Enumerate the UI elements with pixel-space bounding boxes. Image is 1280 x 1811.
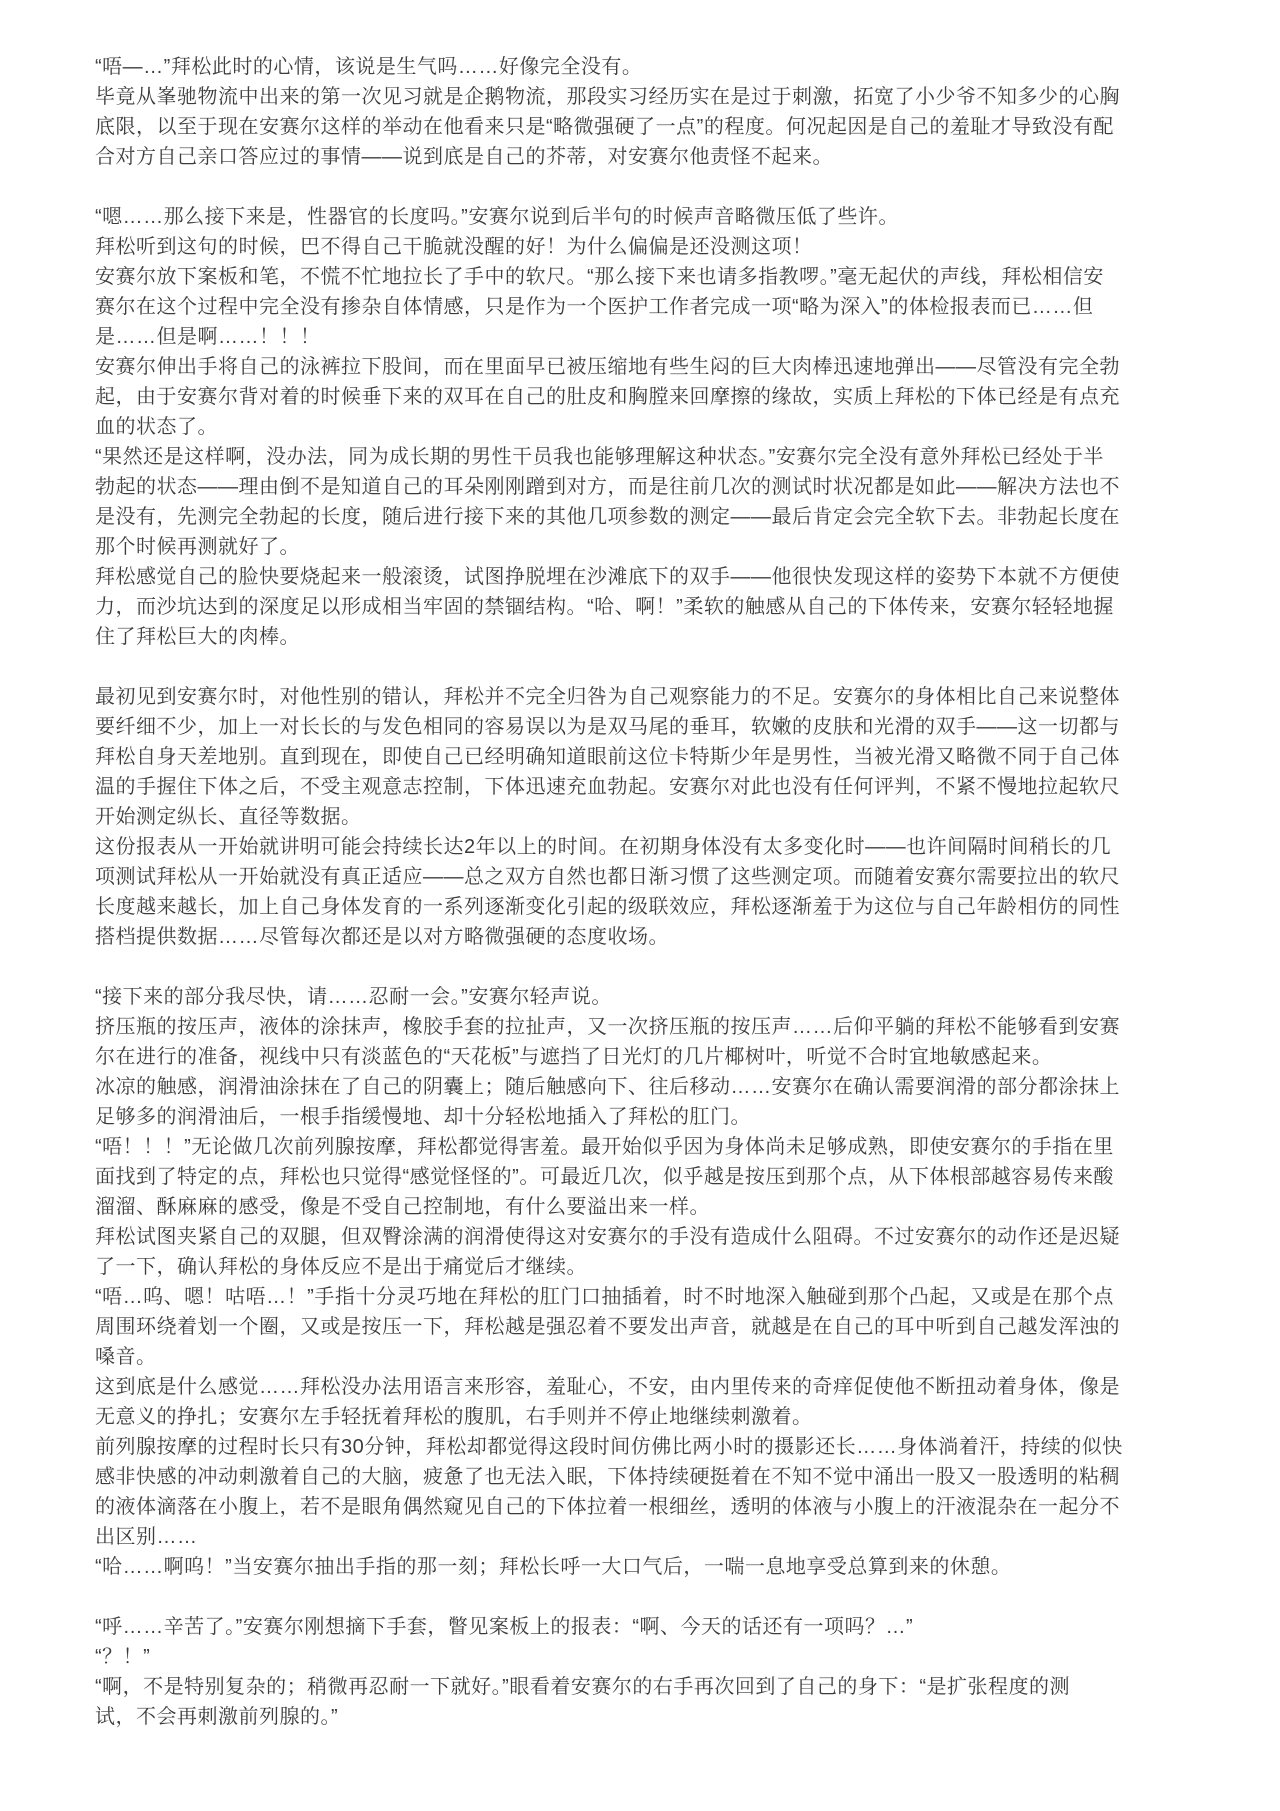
text-line: 血的状态了。	[95, 416, 218, 438]
text-line: 底限，以至于现在安赛尔这样的举动在他看来只是“略微强硬了一点”的程度。何况起因是自己的羞耻才导致没有配	[95, 116, 1114, 138]
text-line: 毕竟从峯驰物流中出来的第一次见习就是企鹅物流，那段实习经历实在是过于刺激，拓宽了小少爷不知多少的心胸	[95, 86, 1120, 108]
text-line: “唔！！！”无论做几次前列腺按摩，拜松都觉得害羞。最开始似乎因为身体尚未足够成熟，即使安赛尔的手指在里	[95, 1136, 1114, 1158]
text-line: 出区别……	[95, 1526, 198, 1548]
blank-line	[95, 1582, 1190, 1612]
text-line: 是没有，先测完全勃起的长度，随后进行接下来的其他几项参数的测定——最后肯定会完全软下去。非勃起长度在	[95, 506, 1120, 528]
text-line: 无意义的挣扎；安赛尔左手轻抚着拜松的腹肌，右手则并不停止地继续刺激着。	[95, 1406, 813, 1428]
text-line: 赛尔在这个过程中完全没有掺杂自体情感，只是作为一个医护工作者完成一项“略为深入”的体检报表而已……但	[95, 296, 1094, 318]
text-line: 尔在进行的准备，视线中只有淡蓝色的“天花板”与遮挡了日光灯的几片椰树叶，听觉不合时宜地敏感起来。	[95, 1046, 1053, 1068]
text-line: 是……但是啊……！！！	[95, 326, 321, 348]
text-line: 冰凉的触感，润滑油涂抹在了自己的阴囊上；随后触感向下、往后移动……安赛尔在确认需要润滑的部分都涂抹上	[95, 1076, 1120, 1098]
blank-line	[95, 172, 1190, 202]
text-line: “接下来的部分我尽快，请……忍耐一会。”安赛尔轻声说。	[95, 986, 612, 1008]
text-line: “果然还是这样啊，没办法，同为成长期的男性干员我也能够理解这种状态。”安赛尔完全没有意外拜松已经处于半	[95, 446, 1104, 468]
text-line: 要纤细不少，加上一对长长的与发色相同的容易误以为是双马尾的垂耳，软嫩的皮肤和光滑的双手——这一切都与	[95, 716, 1120, 738]
text-line: 足够多的润滑油后，一根手指缓慢地、却十分轻松地插入了拜松的肛门。	[95, 1106, 751, 1128]
text-line: 那个时候再测就好了。	[95, 536, 300, 558]
text-line: 拜松试图夹紧自己的双腿，但双臀涂满的润滑使得这对安赛尔的手没有造成什么阻碍。不过安赛尔的动作还是迟疑	[95, 1226, 1120, 1248]
text-content	[95, 52, 1190, 1732]
text-line: 这到底是什么感觉……拜松没办法用语言来形容，羞耻心，不安，由内里传来的奇痒促使他不断扭动着身体，像是	[95, 1376, 1120, 1398]
text-line: 拜松自身天差地别。直到现在，即使自己已经明确知道眼前这位卡特斯少年是男性，当被光滑又略微不同于自己体	[95, 746, 1120, 768]
text-line: 勃起的状态——理由倒不是知道自己的耳朵刚刚蹭到对方，而是往前几次的测试时状况都是如此——解决方法也不	[95, 476, 1120, 498]
text-line: “？！”	[95, 1646, 151, 1668]
text-line: 开始测定纵长、直径等数据。	[95, 806, 362, 828]
text-line: “唔—…”拜松此时的心情，该说是生气吗……好像完全没有。	[95, 56, 643, 78]
text-line: 这份报表从一开始就讲明可能会持续长达2年以上的时间。在初期身体没有太多变化时——也许间隔时间稍长的几	[95, 836, 1112, 858]
text-line: 住了拜松巨大的肉棒。	[95, 626, 300, 648]
text-line: 温的手握住下体之后，不受主观意志控制，下体迅速充血勃起。安赛尔对此也没有任何评判，不紧不慢地拉起软尺	[95, 776, 1120, 798]
text-line: 力，而沙坑达到的深度足以形成相当牢固的禁锢结构。“哈、啊！”柔软的触感从自己的下体传来，安赛尔轻轻地握	[95, 596, 1114, 618]
blank-line	[95, 952, 1190, 982]
text-line: 了一下，确认拜松的身体反应不是出于痛觉后才继续。	[95, 1256, 587, 1278]
text-line: 感非快感的冲动刺激着自己的大脑，疲惫了也无法入眠，下体持续硬挺着在不知不觉中涌出一股又一股透明的粘稠	[95, 1466, 1120, 1488]
text-line: 前列腺按摩的过程时长只有30分钟，拜松却都觉得这段时间仿佛比两小时的摄影还长……身体淌着汗，持续的似快	[95, 1436, 1123, 1458]
text-line: “啊，不是特别复杂的；稍微再忍耐一下就好。”眼看着安赛尔的右手再次回到了自己的身下：“是扩张程度的测	[95, 1676, 1070, 1698]
text-line: “嗯……那么接下来是，性器官的长度吗。”安赛尔说到后半句的时候声音略微压低了些许。	[95, 206, 899, 228]
text-line: 周围环绕着划一个圈，又或是按压一下，拜松越是强忍着不要发出声音，就越是在自己的耳中听到自己越发浑浊的	[95, 1316, 1120, 1338]
text-line: 合对方自己亲口答应过的事情——说到底是自己的芥蒂，对安赛尔他责怪不起来。	[95, 146, 833, 168]
text-line: 项测试拜松从一开始就没有真正适应——总之双方自然也都日渐习惯了这些测定项。而随着安赛尔需要拉出的软尺	[95, 866, 1120, 888]
text-line: “哈……啊呜！”当安赛尔抽出手指的那一刻；拜松长呼一大口气后，一喘一息地享受总算到来的休憩。	[95, 1556, 1012, 1578]
text-line: 安赛尔伸出手将自己的泳裤拉下股间，而在里面早已被压缩地有些生闷的巨大肉棒迅速地弹出——尽管没有完全勃	[95, 356, 1120, 378]
text-line: “唔…呜、嗯！咕唔…！”手指十分灵巧地在拜松的肛门口抽插着，时不时地深入触碰到那个凸起，又或是在那个点	[95, 1286, 1114, 1308]
text-line: 起，由于安赛尔背对着的时候垂下来的双耳在自己的肚皮和胸膛来回摩擦的缘故，实质上拜松的下体已经是有点充	[95, 386, 1120, 408]
text-line: 安赛尔放下案板和笔，不慌不忙地拉长了手中的软尺。“那么接下来也请多指教啰。”毫无起伏的声线，拜松相信安	[95, 266, 1104, 288]
text-line: 搭档提供数据……尽管每次都还是以对方略微强硬的态度收场。	[95, 926, 669, 948]
text-line: 拜松听到这句的时候，巴不得自己干脆就没醒的好！为什么偏偏是还没测这项！	[95, 236, 813, 258]
text-line: 面找到了特定的点，拜松也只觉得“感觉怪怪的”。可最近几次，似乎越是按压到那个点，从下体根部越容易传来酸	[95, 1166, 1114, 1188]
text-line: 拜松感觉自己的脸快要烧起来一般滚烫，试图挣脱埋在沙滩底下的双手——他很快发现这样的姿势下本就不方便使	[95, 566, 1120, 588]
text-line: 最初见到安赛尔时，对他性别的错认，拜松并不完全归咎为自己观察能力的不足。安赛尔的身体相比自己来说整体	[95, 686, 1120, 708]
text-line: 嗓音。	[95, 1346, 157, 1368]
text-line: 试，不会再刺激前列腺的。”	[95, 1706, 339, 1728]
text-line: 长度越来越长，加上自己身体发育的一系列逐渐变化引起的级联效应，拜松逐渐羞于为这位与自己年龄相仿的同性	[95, 896, 1120, 918]
blank-line	[95, 652, 1190, 682]
text-line: 溜溜、酥麻麻的感受，像是不受自己控制地，有什么要溢出来一样。	[95, 1196, 710, 1218]
text-line: 挤压瓶的按压声，液体的涂抹声，橡胶手套的拉扯声，又一次挤压瓶的按压声……后仰平躺的拜松不能够看到安赛	[95, 1016, 1120, 1038]
text-line: 的液体滴落在小腹上，若不是眼角偶然窥见自己的下体拉着一根细丝，透明的体液与小腹上的汗液混杂在一起分不	[95, 1496, 1120, 1518]
text-line: “呼……辛苦了。”安赛尔刚想摘下手套，瞥见案板上的报表：“啊、今天的话还有一项吗？…”	[95, 1616, 914, 1638]
